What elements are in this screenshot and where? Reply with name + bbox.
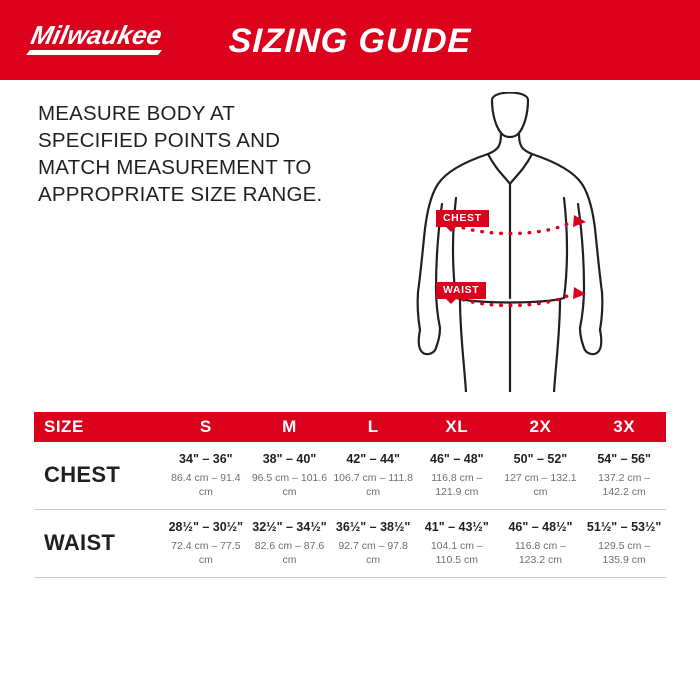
body-diagram xyxy=(360,92,660,392)
cell-cm: 86.4 cm – 91.4 cm xyxy=(171,471,241,499)
cell-cm: 96.5 cm – 101.6 cm xyxy=(251,471,328,499)
cell-cm: 72.4 cm – 77.5 cm xyxy=(171,540,241,567)
cell-cm: 92.7 cm – 97.8 cm xyxy=(338,540,408,567)
cell-cm: 104.1 cm – 110.5 cm xyxy=(430,540,483,567)
cell-inch: 34" – 36" xyxy=(179,452,233,466)
cell-inch: 38" – 40" xyxy=(262,452,317,466)
cell-chest-xl xyxy=(415,442,499,510)
header-3x: 3X xyxy=(582,412,666,442)
cell-inch: 36½" – 38½" xyxy=(335,520,411,535)
cell-waist-3x xyxy=(582,510,666,578)
page-title: SIZING GUIDE xyxy=(228,22,472,60)
cell-inch: 32½" – 34½" xyxy=(252,520,327,535)
cell-chest-s xyxy=(164,442,248,510)
cell-chest-l xyxy=(331,442,415,510)
cell-inch: 51½" – 53½" xyxy=(586,520,662,535)
cell-cm: 127 cm – 132.1 cm xyxy=(504,471,577,499)
row-label-waist: WAIST xyxy=(34,510,164,578)
table-header-row xyxy=(34,412,666,442)
table-row xyxy=(34,442,666,510)
chest-label: CHEST xyxy=(436,210,489,227)
table-row xyxy=(34,510,666,578)
header-2x: 2X xyxy=(499,412,583,442)
cell-waist-m xyxy=(248,510,332,578)
header-s: S xyxy=(164,412,248,442)
cell-waist-xl xyxy=(415,510,499,578)
row-label-chest: CHEST xyxy=(34,442,164,510)
cell-chest-2x xyxy=(499,442,583,510)
cell-inch: 42" – 44" xyxy=(346,452,400,466)
cell-cm: 116.8 cm – 123.2 cm xyxy=(514,540,567,567)
cell-cm: 137.2 cm – 142.2 cm xyxy=(598,471,651,499)
header-bar xyxy=(0,0,700,80)
cell-inch: 54" – 56" xyxy=(597,452,651,466)
cell-inch: 46" – 48½" xyxy=(508,520,573,535)
header-m: M xyxy=(248,412,332,442)
cell-inch: 28½" – 30½" xyxy=(168,520,244,535)
instruction-text: MEASURE BODY AT SPECIFIED POINTS AND MATCH MEASUREMENT TO APPROPRIATE SIZE RANGE. xyxy=(38,102,323,207)
cell-cm: 82.6 cm – 87.6 cm xyxy=(254,540,325,567)
sizing-table xyxy=(34,412,666,578)
cell-waist-s xyxy=(164,510,248,578)
cell-waist-l xyxy=(331,510,415,578)
cell-cm: 129.5 cm – 135.9 cm xyxy=(598,540,651,567)
cell-chest-3x xyxy=(582,442,666,510)
cell-cm: 106.7 cm – 111.8 cm xyxy=(333,471,413,499)
cell-inch: 46" – 48" xyxy=(430,452,484,466)
cell-waist-2x xyxy=(499,510,583,578)
cell-chest-m xyxy=(248,442,332,510)
header-size: SIZE xyxy=(34,412,164,442)
waist-label: WAIST xyxy=(436,282,486,299)
cell-inch: 50" – 52" xyxy=(513,452,568,466)
header-xl: XL xyxy=(415,412,499,442)
svg-text:Milwaukee: Milwaukee xyxy=(28,20,165,50)
cell-inch: 41" – 43½" xyxy=(424,520,489,535)
cell-cm: 116.8 cm – 121.9 cm xyxy=(431,471,483,499)
header-l: L xyxy=(331,412,415,442)
